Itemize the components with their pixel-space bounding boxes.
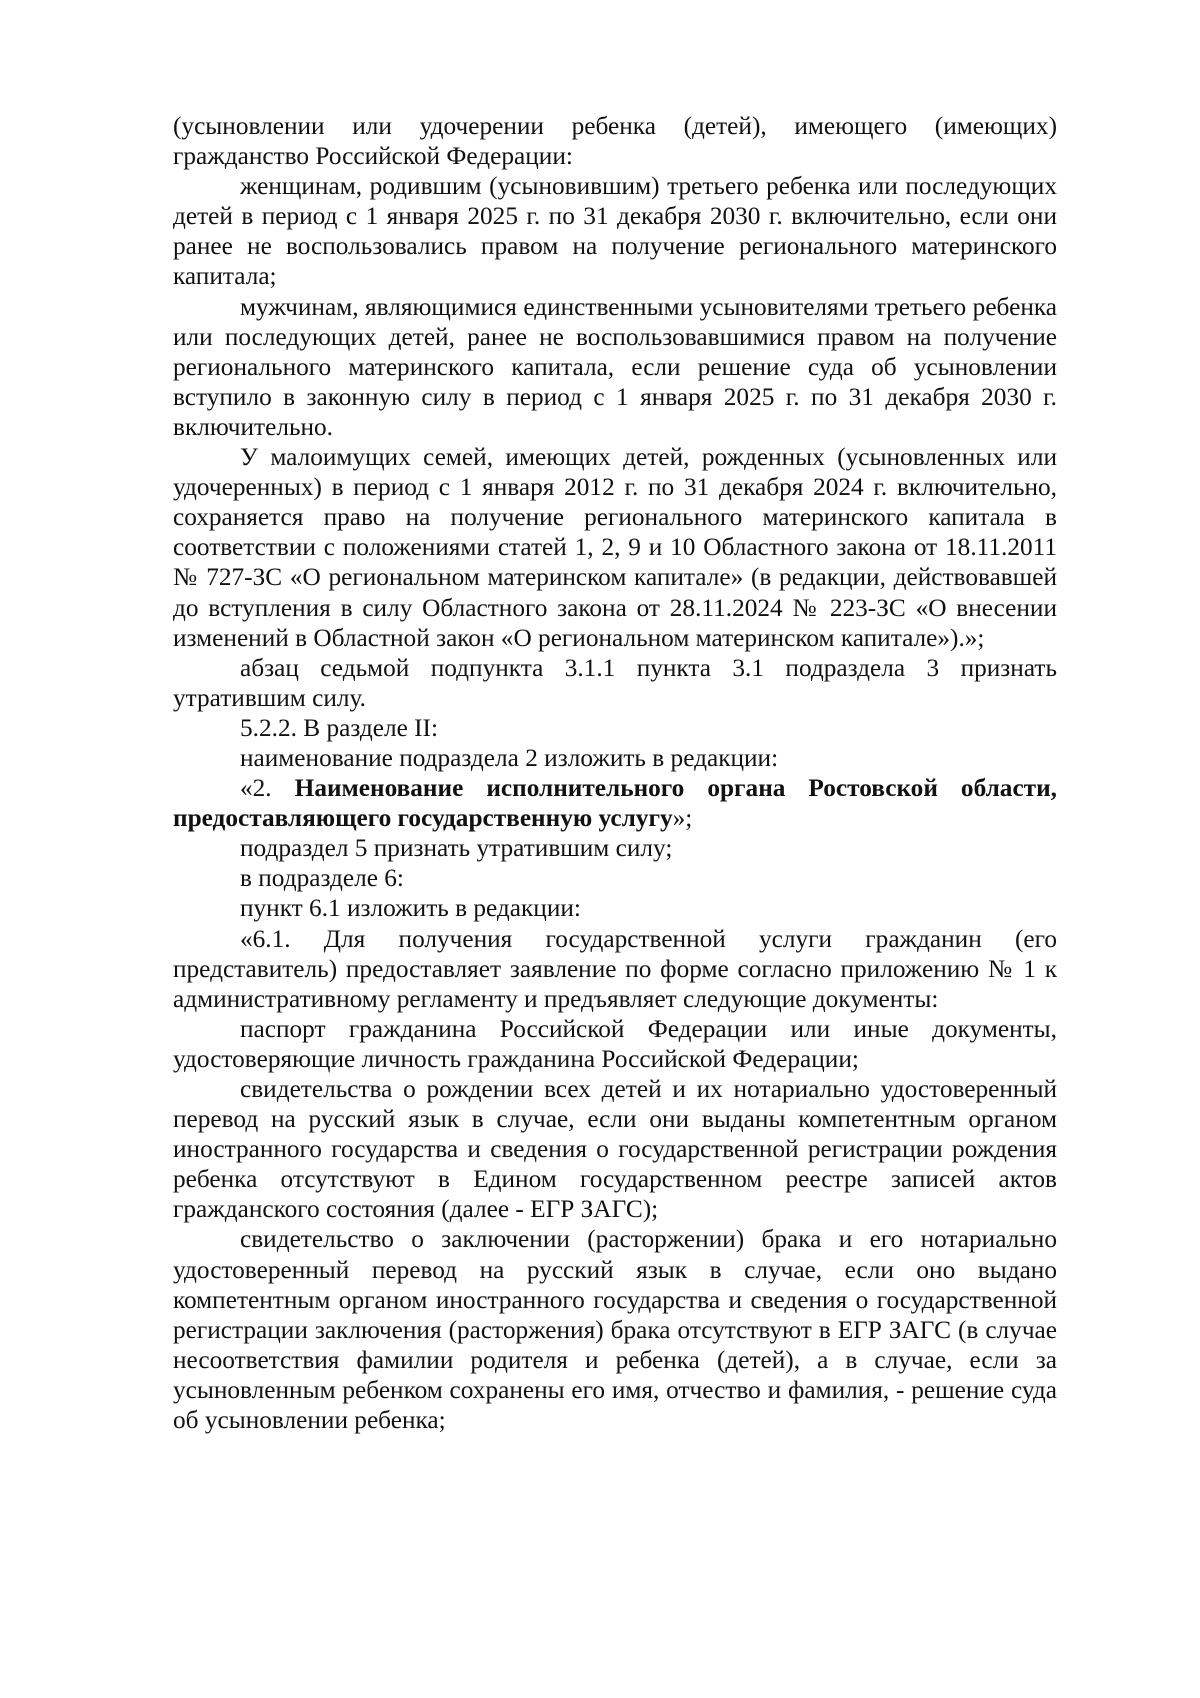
paragraph-9: подраздел 5 признать утратившим силу; [240,834,673,863]
subsection-heading-paragraph [173,773,1057,833]
heading-prefix: «2. [240,774,295,803]
heading-suffix: »; [672,804,693,833]
paragraph-7: наименование подраздела 2 изложить в редакции: [240,743,779,772]
heading-bold-text: Наименование исполнительного органа Ростовской области, предоставляющего государственную услугу [173,774,1057,833]
paragraph-2: женщинам, родившим (усыновившим) третьего ребенка или последующих детей в период с 1 января 2025 г. по 31 декабря 2030 г. включительно, если они ранее не воспользовались правом на получение регионального материнского капитала; [173,172,1057,291]
paragraph-5: абзац седьмой подпункта 3.1.1 пункта 3.1 подраздела 3 признать утратившим силу. [173,653,1057,712]
paragraph-13: паспорт гражданина Российской Федерации или иные документы, удостоверяющие личность гражданина Российской Федерации; [173,1014,1057,1073]
paragraph-6: 5.2.2. В разделе II: [240,713,439,742]
paragraph-12: «6.1. Для получения государственной услуги гражданин (его представитель) предоставляет заявление по форме согласно приложению № 1 к административному регламенту и предъявляет следующие документы: [173,924,1057,1013]
paragraph-15: свидетельство о заключении (расторжении) брака и его нотариально удостоверенный перевод на русский язык в случае, если оно выдано компетентным органом иностранного государства и сведения о государственной регистрации заключения (расторжения) брака отсутствуют в ЕГР ЗАГС (в случае несоответствия фамилии родителя и ребенка (детей), а в случае, если за усыновленным ребенком сохранены его имя, отчество и фамилия, - решение суда об усыновлении ребенка; [173,1225,1057,1435]
paragraph-10: в подразделе 6: [240,864,404,893]
paragraph-3: мужчинам, являющимися единственными усыновителями третьего ребенка или последующих детей, ранее не воспользовавшимися правом на получение регионального материнского капитала, если решение суда об усыновлении вступило в законную силу в период с 1 января 2025 г. по 31 декабря 2030 г. включительно. [173,292,1057,441]
paragraph-4: У малоимущих семей, имеющих детей, рожденных (усыновленных или удочеренных) в период с 1 января 2012 г. по 31 декабря 2024 г. включительно, сохраняется право на получение регионального материнского капитала в соответствии с положениями статей 1, 2, 9 и 10 Областного закона от 18.11.2011 № 727-ЗС «О региональном материнском капитале» (в редакции, действовавшей до вступления в силу Областного закона от 28.11.2024 № 223-ЗС «О внесении изменений в Областной закон «О региональном материнском капитале»).»; [173,443,1057,652]
paragraph-1: (усыновлении или удочерении ребенка (детей), имеющего (имеющих) гражданство Российской Федерации: [173,112,1057,171]
document-page [173,111,1057,1435]
paragraph-14: свидетельства о рождении всех детей и их нотариально удостоверенный перевод на русский язык в случае, если они выданы компетентным органом иностранного государства и сведения о государственной регистрации рождения ребенка отсутствуют в Едином государственном реестре записей актов гражданского состояния (далее - ЕГР ЗАГС); [173,1075,1057,1224]
paragraph-11: пункт 6.1 изложить в редакции: [240,894,581,923]
